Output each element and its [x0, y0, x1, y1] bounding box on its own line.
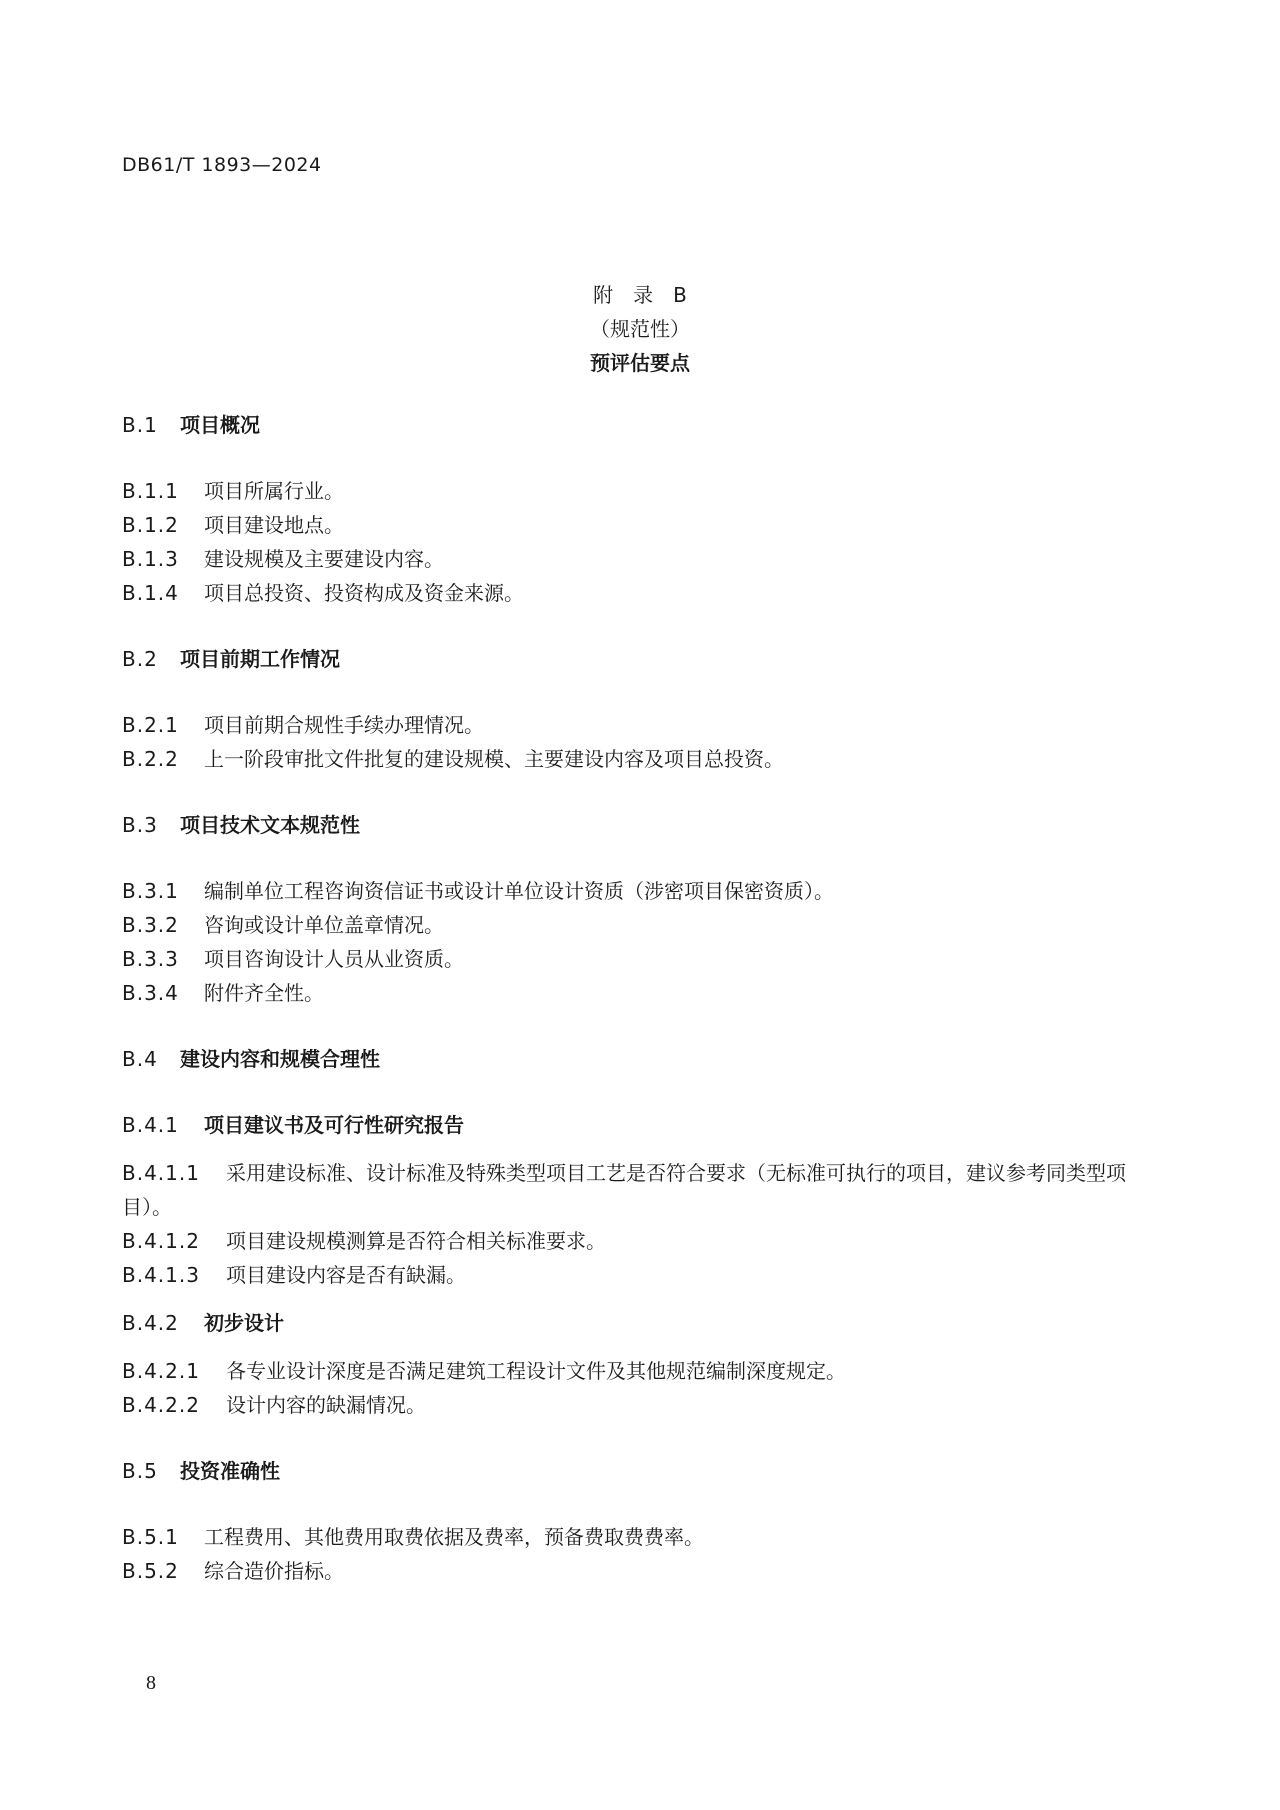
section-title: 建设内容和规模合理性 — [180, 1047, 380, 1071]
appendix-body — [122, 408, 1152, 1620]
clause-list — [122, 1354, 1152, 1422]
clause-number: B.3.2 — [122, 913, 179, 937]
clause-text: 项目前期合规性手续办理情况。 — [204, 713, 484, 737]
clause-number: B.3.3 — [122, 947, 179, 971]
subsection-heading — [122, 1108, 1152, 1142]
section-number: B.5 — [122, 1459, 158, 1483]
section-title: 项目前期工作情况 — [180, 647, 340, 671]
appendix-nature: （规范性） — [590, 317, 690, 341]
section-number: B.4 — [122, 1047, 158, 1071]
clause — [122, 542, 1152, 576]
clause — [122, 576, 1152, 610]
clause-text: 编制单位工程咨询资信证书或设计单位设计资质（涉密项目保密资质）。 — [204, 879, 834, 903]
section-title: 项目技术文本规范性 — [180, 813, 360, 837]
clause-text: 工程费用、其他费用取费依据及费率，预备费取费费率。 — [204, 1525, 704, 1549]
section-title: 投资准确性 — [180, 1459, 280, 1483]
clause — [122, 1388, 1152, 1422]
clause-number: B.5.2 — [122, 1559, 179, 1583]
clause — [122, 874, 1152, 908]
subsection-number: B.4.2 — [122, 1311, 179, 1335]
clause — [122, 1224, 1152, 1258]
clause — [122, 1156, 1152, 1224]
clause-number: B.3.4 — [122, 981, 179, 1005]
clause-number: B.1.2 — [122, 513, 179, 537]
clause-text: 上一阶段审批文件批复的建设规模、主要建设内容及项目总投资。 — [204, 747, 784, 771]
clause-number: B.5.1 — [122, 1525, 179, 1549]
clause — [122, 908, 1152, 942]
appendix-title: 预评估要点 — [590, 351, 690, 375]
clause — [122, 474, 1152, 508]
subsection-number: B.4.1 — [122, 1113, 179, 1137]
clause-list — [122, 474, 1152, 610]
section-heading — [122, 1042, 1152, 1076]
clause-number: B.1.1 — [122, 479, 179, 503]
subsection-title: 初步设计 — [204, 1311, 284, 1335]
clause-number: B.2.2 — [122, 747, 179, 771]
section-heading — [122, 808, 1152, 842]
clause-text: 咨询或设计单位盖章情况。 — [204, 913, 444, 937]
clause-number: B.1.3 — [122, 547, 179, 571]
clause-number: B.1.4 — [122, 581, 179, 605]
clause-number: B.2.1 — [122, 713, 179, 737]
clause-text: 各专业设计深度是否满足建筑工程设计文件及其他规范编制深度规定。 — [226, 1359, 846, 1383]
clause-number: B.4.1.1 — [122, 1161, 200, 1185]
clause-text: 采用建设标准、设计标准及特殊类型项目工艺是否符合要求（无标准可执行的项目，建议参考同类型项目）。 — [122, 1161, 1126, 1219]
clause-list — [122, 708, 1152, 776]
clause-number: B.4.2.2 — [122, 1393, 200, 1417]
clause-text: 综合造价指标。 — [204, 1559, 344, 1583]
section-number: B.1 — [122, 413, 158, 437]
clause-text: 项目总投资、投资构成及资金来源。 — [204, 581, 524, 605]
section-title: 项目概况 — [180, 413, 260, 437]
clause — [122, 1520, 1152, 1554]
clause-text: 项目咨询设计人员从业资质。 — [204, 947, 464, 971]
clause-text: 项目建设地点。 — [204, 513, 344, 537]
clause — [122, 1258, 1152, 1292]
clause — [122, 1354, 1152, 1388]
clause — [122, 708, 1152, 742]
document-code: DB61/T 1893—2024 — [122, 154, 322, 176]
appendix-label: 附 录 B — [593, 283, 687, 307]
clause-text: 建设规模及主要建设内容。 — [204, 547, 444, 571]
section-heading — [122, 1454, 1152, 1488]
clause — [122, 1554, 1152, 1588]
section-number: B.3 — [122, 813, 158, 837]
section-heading — [122, 408, 1152, 442]
section-number: B.2 — [122, 647, 158, 671]
clause — [122, 942, 1152, 976]
clause-text: 设计内容的缺漏情况。 — [226, 1393, 426, 1417]
section-heading — [122, 642, 1152, 676]
clause-number: B.3.1 — [122, 879, 179, 903]
clause-number: B.4.1.2 — [122, 1229, 200, 1253]
clause-number: B.4.2.1 — [122, 1359, 200, 1383]
page-number: 8 — [146, 1672, 156, 1694]
clause-text: 项目建设规模测算是否符合相关标准要求。 — [226, 1229, 606, 1253]
clause-text: 项目所属行业。 — [204, 479, 344, 503]
clause-list — [122, 1156, 1152, 1292]
clause-text: 项目建设内容是否有缺漏。 — [226, 1263, 466, 1287]
clause — [122, 976, 1152, 1010]
appendix-heading — [0, 278, 1280, 380]
subsection-title: 项目建议书及可行性研究报告 — [204, 1113, 464, 1137]
clause — [122, 508, 1152, 542]
clause-list — [122, 874, 1152, 1010]
clause-number: B.4.1.3 — [122, 1263, 200, 1287]
clause-list — [122, 1520, 1152, 1588]
clause-text: 附件齐全性。 — [204, 981, 324, 1005]
clause — [122, 742, 1152, 776]
subsection-heading — [122, 1306, 1152, 1340]
